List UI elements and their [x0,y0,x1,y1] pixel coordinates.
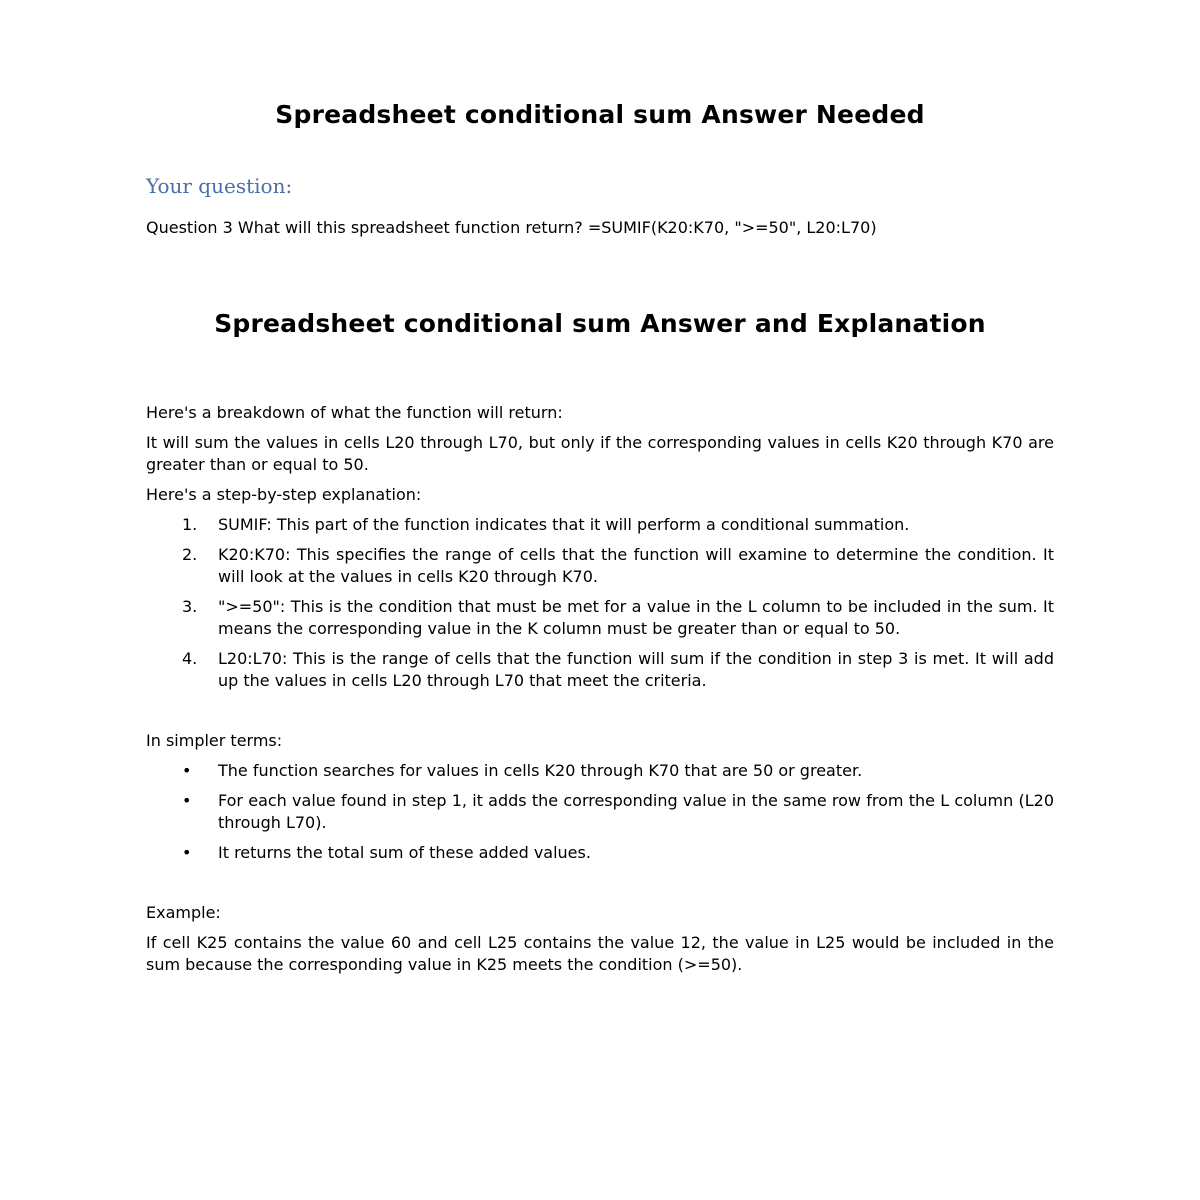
section-spacer [146,700,1054,730]
bullet-icon: • [182,791,192,810]
list-item [146,790,1054,834]
answer-summary: It will sum the values in cells L20 through L70, but only if the corresponding values in cells K20 through K70 are greater than or equal to 50. [146,433,1054,474]
section-spacer [146,872,1054,902]
list-item [146,648,1054,692]
step-text: K20:K70: This specifies the range of cells that the function will examine to determine the condition. It will look at the values in cells K20 through K70. [218,545,1054,586]
step-text: L20:L70: This is the range of cells that the function will sum if the condition in step 3 is met. It will add up the values in cells L20 through L70 that meet the criteria. [218,649,1054,690]
steps-intro: Here's a step-by-step explanation: [146,485,422,504]
question-title: Spreadsheet conditional sum Answer Needed [275,100,925,129]
answer-body [146,402,1054,984]
bullet-text: It returns the total sum of these added values. [218,843,591,862]
list-item [146,760,1054,782]
answer-intro: Here's a breakdown of what the function will return: [146,403,563,422]
step-number: 1. [182,515,198,534]
step-number: 2. [182,545,198,564]
simpler-intro: In simpler terms: [146,731,283,750]
step-text: ">=50": This is the condition that must be met for a value in the L column to be included in the sum. It means the corresponding value in the K column must be greater than or equal to 50. [218,597,1054,638]
example-text: If cell K25 contains the value 60 and cell L25 contains the value 12, the value in L25 would be included in the sum because the corresponding value in K25 meets the condition (>=50). [146,933,1054,974]
steps-list [146,514,1054,692]
example-label: Example: [146,903,221,922]
bullet-text: For each value found in step 1, it adds the corresponding value in the same row from the L column (L20 through L70). [218,791,1054,832]
list-item [146,842,1054,864]
answer-title: Spreadsheet conditional sum Answer and Explanation [214,309,986,338]
question-text: Question 3 What will this spreadsheet function return? =SUMIF(K20:K70, ">=50", L20:L70) [146,218,877,237]
bullet-icon: • [182,843,192,862]
list-item [146,596,1054,640]
list-item [146,544,1054,588]
list-item [146,514,1054,536]
bullet-icon: • [182,761,192,780]
bullet-text: The function searches for values in cells K20 through K70 that are 50 or greater. [218,761,863,780]
question-heading: Your question: [146,174,293,198]
step-number: 4. [182,649,198,668]
step-number: 3. [182,597,198,616]
step-text: SUMIF: This part of the function indicates that it will perform a conditional summation. [218,515,910,534]
simpler-list [146,760,1054,864]
